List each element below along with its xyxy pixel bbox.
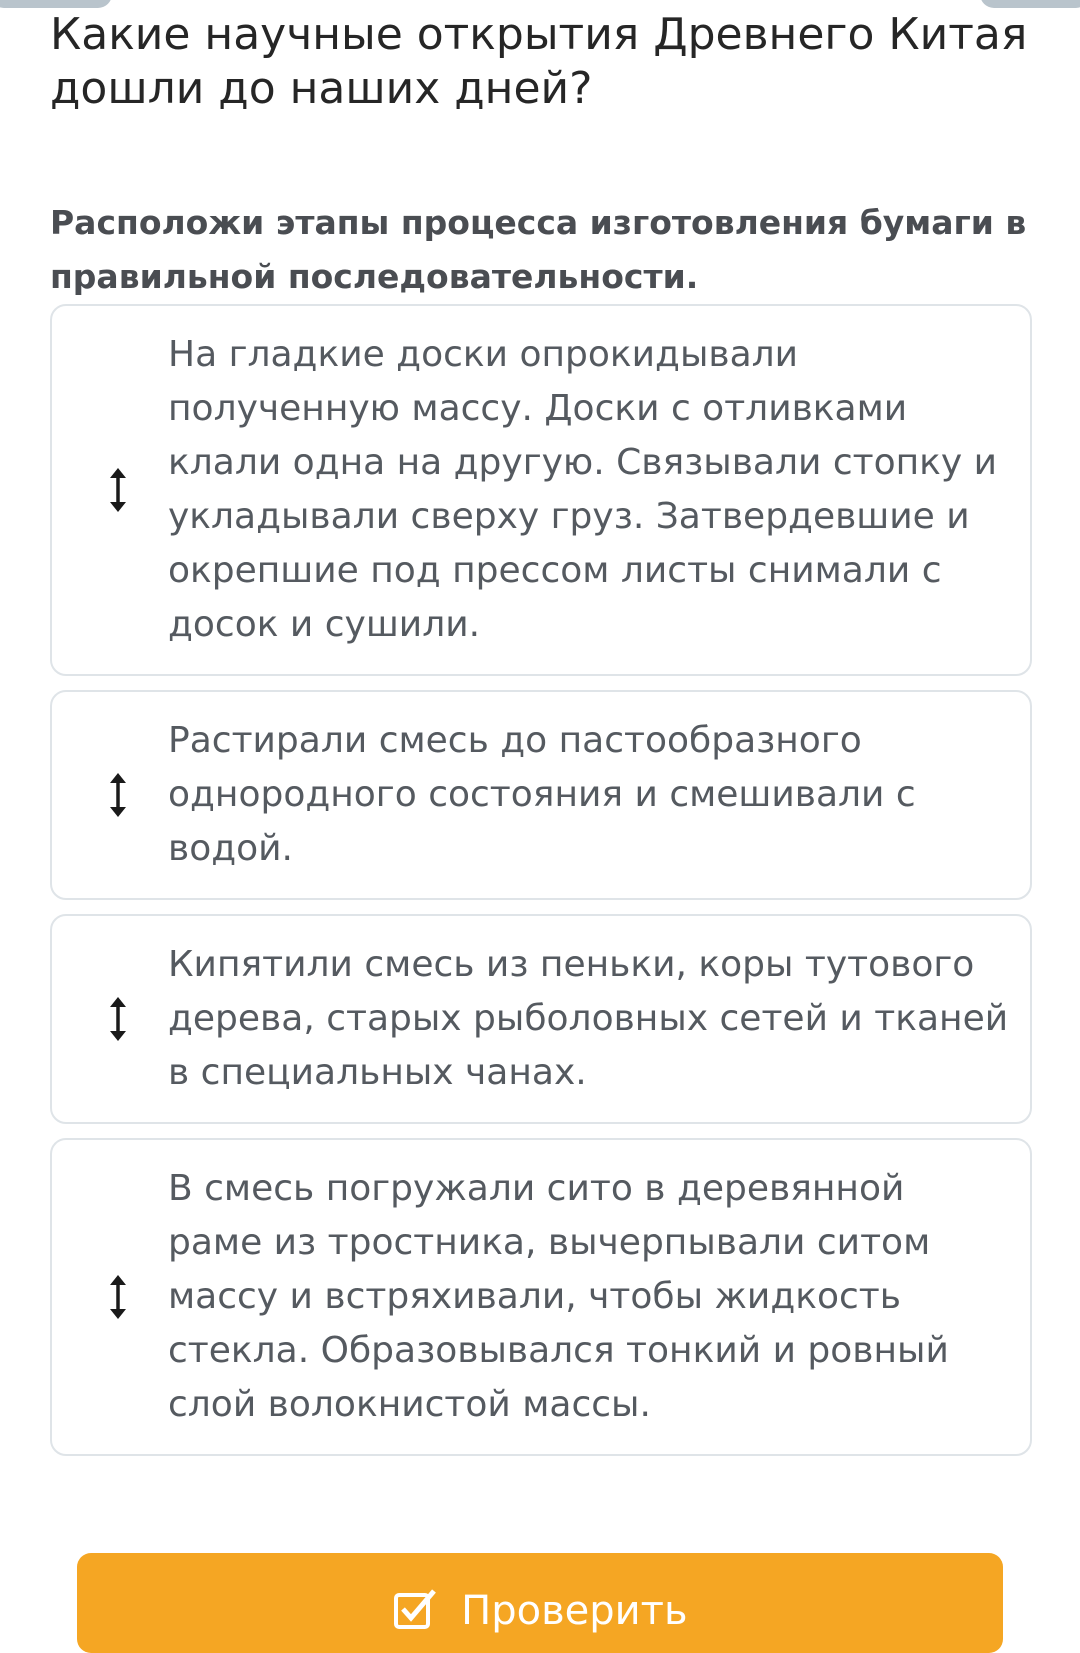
drag-vertical-icon[interactable] — [106, 995, 130, 1043]
page-title: Какие научные открытия Древнего Китая дошли до наших дней? — [50, 9, 1028, 114]
sortable-list — [50, 304, 1032, 1470]
sortable-item-text: Кипятили смесь из пеньки, коры тутового дерева, старых рыболовных сетей и тканей в специальных чанах. — [168, 944, 1009, 1093]
checkbox-check-icon — [392, 1587, 438, 1643]
sortable-item-text: Растирали смесь до пастообразного однородного состояния и смешивали с водой. — [168, 720, 916, 869]
sortable-item[interactable] — [50, 690, 1032, 900]
check-button-label: Проверить — [461, 1588, 688, 1634]
task-instruction: Расположи этапы процесса изготовления бумаги в правильной последовательности. — [50, 203, 1027, 296]
top-tab-right[interactable] — [980, 0, 1080, 8]
sortable-item[interactable] — [50, 914, 1032, 1124]
sortable-item[interactable] — [50, 1138, 1032, 1456]
top-tab-left[interactable] — [0, 0, 112, 8]
check-button[interactable] — [77, 1553, 1003, 1653]
sortable-item-text: В смесь погружали сито в деревянной раме из тростника, вычерпывали ситом массу и встряхивали, чтобы жидкость стекла. Образовывался тонкий и ровный слой волокнистой массы. — [168, 1168, 949, 1425]
sortable-item[interactable] — [50, 304, 1032, 676]
drag-vertical-icon[interactable] — [106, 466, 130, 514]
sortable-item-text: На гладкие доски опрокидывали полученную массу. Доски с отливками клали одна на другую. Связывали стопку и укладывали сверху груз. Затвердевшие и окрепшие под прессом листы снимали с досок и сушили. — [168, 334, 998, 645]
drag-vertical-icon[interactable] — [106, 771, 130, 819]
drag-vertical-icon[interactable] — [106, 1273, 130, 1321]
